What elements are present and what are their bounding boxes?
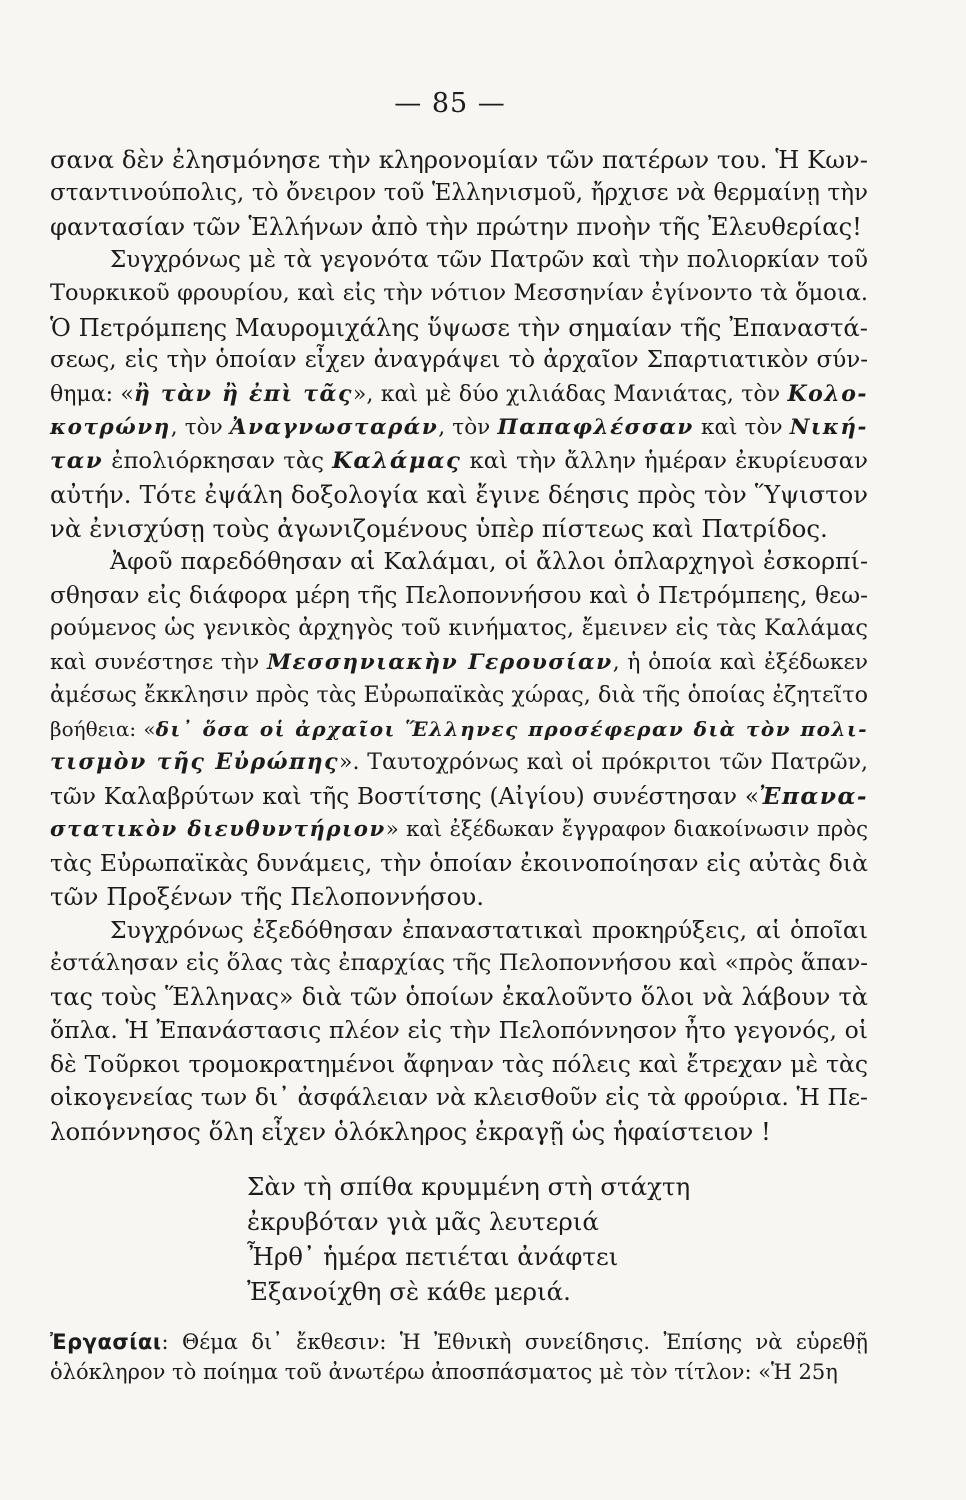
- text-line: ταν ἐπολιόρκησαν τὰς Καλάμας καὶ τὴν ἄλλην ἡμέραν ἐκυρίευσαν: [50, 447, 868, 474]
- text-line: σθησαν εἰς διάφορα μέρη τῆς Πελοποννήσου καὶ ὁ Πετρόμπεης, θεω-: [50, 581, 868, 609]
- name-anagnostaras: Ἀναγνωσταράν: [229, 415, 439, 440]
- place-kalamas: Καλάμας: [332, 447, 462, 474]
- text-line: φαντασίαν τῶν Ἑλλήνων ἀπὸ τὴν πρώτην πνοὴν τῆς Ἐλευθερίας!: [50, 212, 862, 241]
- poem-line: Σὰν τὴ σπίθα κρυμμένη στὴ στάχτη: [247, 1172, 691, 1201]
- text-line: ὅπλα. Ἡ Ἐπανάστασις πλέον εἰς τὴν Πελοπόννησον ἦτο γεγονός, οἱ: [50, 1016, 868, 1044]
- text-line: κοτρώνη, τὸν Ἀναγνωσταράν, τὸν Παπαφλέσσαν καὶ τὸν Νική-: [50, 415, 868, 440]
- text-line: Ὁ Πετρόμπεης Μαυρομιχάλης ὕψωσε τὴν σημαίαν τῆς Ἐπαναστά-: [50, 312, 868, 342]
- text-line: δὲ Τοῦρκοι τρομοκρατημένοι ἄφηναν τὰς πόλεις καὶ ἔτρεχαν μὲ τὰς: [50, 1049, 868, 1078]
- text-line: τὰς Εὐρωπαϊκὰς δυνάμεις, τὴν ὁποίαν ἐκοινοποίησαν εἰς αὐτὰς διὰ: [50, 848, 868, 877]
- poem-line: Ἐξανοίχθη σὲ κάθε μεριά.: [247, 1277, 571, 1306]
- text-line: βοήθεια: «δι᾽ ὅσα οἱ ἀρχαῖοι Ἕλληνες προσέφεραν διὰ τὸν πολι-: [50, 716, 868, 741]
- poem-line: Ἦρθ᾽ ἡμέρα πετιέται ἀνάφτει: [247, 1242, 619, 1271]
- text-line: λοπόννησος ὅλη εἶχεν ὁλόκληρος ἐκραγῇ ὡς ἡφαίστειον !: [50, 1116, 771, 1146]
- appeal-quote: δι᾽ ὅσα οἱ ἀρχαῖοι Ἕλληνες προσέφεραν διὰ τὸν πολι-: [155, 716, 868, 741]
- text-line: ρούμενος ὡς γενικὸς ἀρχηγὸς τοῦ κινήματος, ἔμεινεν εἰς τὰς Καλάμας: [50, 615, 868, 641]
- name-papaflessas: Παπαφλέσσαν: [497, 415, 694, 440]
- text-line: τισμὸν τῆς Εὐρώπης». Ταυτοχρόνως καὶ οἱ πρόκριτοι τῶν Πατρῶν,: [50, 749, 868, 775]
- text-line: σεως, εἰς τὴν ὁποίαν εἶχεν ἀναγράψει τὸ ἀρχαῖον Σπαρτιατικὸν σύν-: [50, 347, 868, 373]
- text-line: τῶν Προξένων τῆς Πελοποννήσου.: [50, 882, 485, 911]
- poem-line: ἐκρυβόταν γιὰ μᾶς λευτεριά: [247, 1207, 599, 1236]
- text-line: οἰκογενείας των δι᾽ ἀσφάλειαν νὰ κλεισθοῦν εἰς τὰ φρούρια. Ἡ Πε-: [50, 1083, 868, 1111]
- revolutionary-directorate: Ἐπανα-: [759, 782, 868, 810]
- paragraph-start-line: Συγχρόνως ἐξεδόθησαν ἐπαναστατικαὶ προκηρύξεις, αἱ ὁποῖαι: [110, 915, 868, 944]
- text-line: σανα δὲν ἐλησμόνησε τὴν κληρονομίαν τῶν πατέρων του. Ἡ Κων-: [50, 145, 868, 174]
- text-line: ἀμέσως ἔκκλησιν πρὸς τὰς Εὐρωπαϊκὰς χώρας, διὰ τῆς ὁποίας ἐζητεῖτο: [50, 682, 868, 708]
- body-text: [50, 143, 868, 1148]
- text-line: τῶν Καλαβρύτων καὶ τῆς Βοστίτσης (Αἰγίου) συνέστησαν «Ἐπανα-: [50, 782, 868, 810]
- paragraph-start-line: Συγχρόνως μὲ τὰ γεγονότα τῶν Πατρῶν καὶ τὴν πολιορκίαν τοῦ: [110, 246, 868, 273]
- text-line: τας τοὺς Ἕλληνας» διὰ τῶν ὁποίων ἐκαλοῦντο ὅλοι νὰ λάβουν τὰ: [50, 982, 868, 1011]
- text-line: νὰ ἐνισχύσῃ τοὺς ἀγωνιζομένους ὑπὲρ πίστεως καὶ Πατρίδος.: [50, 513, 828, 543]
- text-line: στατικὸν διευθυντήριον» καὶ ἐξέδωκαν ἔγγραφον διακοίνωσιν πρὸς: [50, 817, 868, 842]
- footnote-exercises: [50, 1327, 868, 1387]
- text-line: σταντινούπολις, τὸ ὄνειρον τοῦ Ἑλληνισμοῦ, ἤρχισε νὰ θερμαίνῃ τὴν: [50, 179, 868, 206]
- name-nikitaras: Νική-: [789, 415, 868, 440]
- text-line: καὶ συνέστησε τὴν Μεσσηνιακὴν Γερουσίαν, ἡ ὁποία καὶ ἐξέδωκεν: [50, 649, 869, 675]
- footnote-label: Ἐργασίαι: [50, 1330, 162, 1354]
- text-line: αὐτήν. Τότε ἐψάλη δοξολογία καὶ ἔγινε δέησις πρὸς τὸν Ὕψιστον: [50, 480, 868, 509]
- page-number: — 85 —: [394, 88, 506, 119]
- text-line: θημα: «ἢ τὰν ἢ ἐπὶ τᾶς», καὶ μὲ δύο χιλιάδας Μανιάτας, τὸν Κολο-: [50, 380, 868, 407]
- messinian-senate: Μεσσηνιακὴν Γερουσίαν: [266, 649, 613, 675]
- text-line: ἐστάλησαν εἰς ὅλας τὰς ἐπαρχίας τῆς Πελοποννήσου καὶ «πρὸς ἅπαν-: [50, 950, 868, 976]
- poem: [247, 1169, 690, 1309]
- spartan-motto: ἢ τὰν ἢ ἐπὶ τᾶς: [133, 380, 353, 407]
- footnote-line: Ἐργασίαι: Θέμα δι᾽ ἔκθεσιν: Ἡ Ἐθνικὴ συνείδησις. Ἐπίσης νὰ εὑρεθῇ: [50, 1330, 868, 1354]
- name-kolokotronis: Κολο-: [787, 380, 868, 407]
- footnote-line: ὁλόκληρον τὸ ποίημα τοῦ ἀνωτέρω ἀποσπάσματος μὲ τὸν τίτλον: «Ἡ 25η: [50, 1360, 838, 1384]
- text-line: Τουρκικοῦ φρουρίου, καὶ εἰς τὴν νότιον Μεσσηνίαν ἐγίνοντο τὰ ὅμοια.: [50, 280, 868, 306]
- paragraph-start-line: Ἀφοῦ παρεδόθησαν αἱ Καλάμαι, οἱ ἄλλοι ὁπλαρχηγοὶ ἐσκορπί-: [110, 547, 868, 575]
